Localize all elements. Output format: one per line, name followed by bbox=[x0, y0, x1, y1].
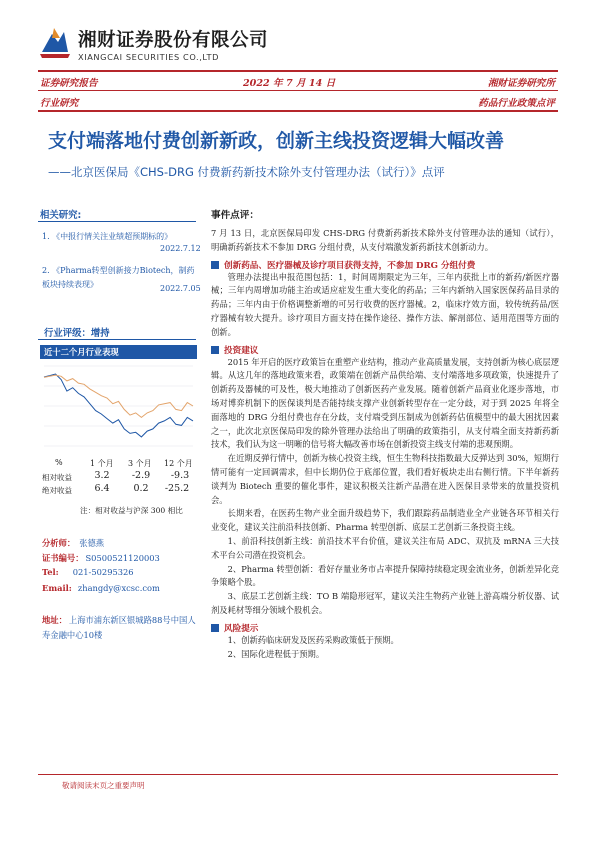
company-logo bbox=[38, 24, 72, 60]
header-divider-bottom bbox=[38, 110, 558, 112]
footer-divider bbox=[38, 774, 558, 775]
related-research-heading: 相关研究: bbox=[40, 210, 82, 221]
risk-item-1: 1、创新药临床研发及医药采购政策低于预期。 bbox=[227, 634, 399, 645]
event-heading: 事件点评： bbox=[211, 210, 259, 221]
section2-item-1: 1、前沿科技创新主线：前沿技术平台价值，建议关注布局 ADC、双抗及 mRNA 三大技术平台公司潜在投资机会。 bbox=[211, 535, 559, 560]
address-text: 上海市浦东新区银城路88号中国人寿金融中心10楼 bbox=[42, 615, 196, 640]
analyst-label: 分析师： bbox=[42, 538, 76, 548]
related-divider bbox=[38, 221, 196, 222]
cert-number: S0500521120003 bbox=[85, 553, 160, 563]
logo-mark-icon bbox=[38, 24, 72, 60]
related-item-date: 2022.7.05 bbox=[160, 284, 201, 293]
square-bullet-icon bbox=[211, 261, 219, 269]
related-item-date: 2022.7.12 bbox=[160, 244, 201, 253]
related-item-title: 1. 《中报行情关注业绩超预期标的》 bbox=[42, 232, 173, 241]
section2-item-3: 3、底层工艺创新主线：TO B 端隐形冠军，建议关注生物药产业链上游高端分析仪器、试剂及耗材等细分领域个股机会。 bbox=[211, 591, 559, 615]
chart-series-line-1 bbox=[44, 374, 193, 437]
perf-value: 6.4 bbox=[94, 483, 110, 494]
perf-row-label: 绝对收益 bbox=[42, 486, 72, 495]
cert-label: 证书编号： bbox=[42, 553, 84, 563]
section1-heading bbox=[211, 259, 559, 271]
rating-divider bbox=[38, 339, 196, 340]
institute-name: 湘财证券研究所 bbox=[487, 78, 555, 89]
company-name-cn: 湘财证券股份有限公司 bbox=[78, 30, 269, 51]
chart-header-bar bbox=[40, 345, 197, 359]
section2-heading bbox=[211, 344, 559, 356]
square-bullet-icon bbox=[211, 624, 219, 632]
risk-item-2: 2、国际化进程低于预期。 bbox=[227, 648, 325, 659]
header-divider-top bbox=[38, 70, 558, 72]
perf-row-absolute bbox=[40, 483, 198, 496]
perf-value: -2.9 bbox=[131, 470, 151, 481]
perf-row-relative bbox=[40, 470, 198, 483]
perf-header-cell: % bbox=[55, 458, 63, 467]
address-label: 地址： bbox=[42, 615, 67, 625]
tel-line bbox=[42, 567, 134, 577]
performance-line-chart bbox=[40, 360, 197, 452]
analyst-line bbox=[42, 537, 104, 549]
perf-header-row bbox=[40, 458, 198, 470]
chart-series-line-2 bbox=[44, 375, 193, 417]
section1-heading-text: 创新药品、医疗器械及诊疗项目获得支持，不参加 DRG 分组付费 bbox=[224, 260, 476, 271]
main-body bbox=[211, 207, 559, 661]
chart-heading: 近十二个月行业表现 bbox=[44, 347, 119, 357]
section3-heading-text: 风险提示 bbox=[224, 623, 259, 634]
cert-line bbox=[42, 552, 160, 564]
performance-table bbox=[40, 458, 198, 496]
section2-paragraph-2: 在近期反弹行情中，创新为核心投资主线，恒生生物科技指数最大反弹达到 30%，短期行情可能有一定回调需求，但中长期仍位于底部位置，我们看好板块走出右侧行情。下半年新药谈判为 Biotech 重要的催化事件，建议积极关注新产品潜在进入医保目录带来的放量投资机会。 bbox=[211, 453, 559, 505]
report-subtitle: ——北京医保局《CHS-DRG 付费新药新技术除外支付管理办法（试行）》点评 bbox=[48, 165, 445, 179]
perf-header-cell: 12 个月 bbox=[164, 459, 193, 468]
section1-paragraph: 管理办法提出申报范围包括：1，时间周期限定为三年，三年内获批上市的新药/新医疗器械；三年内周增加功能主治或适应症发生重大变化的药品；三年内新纳入国家医保药品目录的药品；三年内由于价格调整新增的可另行收费的医疗器械。2，临床疗效方面，较传统药品/医疗器械有较大提升。诊疗项目方面支持在操作途径、操作方法、解剖部位、适用范围等方面的创新。 bbox=[211, 271, 559, 337]
email-line bbox=[42, 583, 160, 593]
address-line bbox=[42, 613, 198, 643]
report-title: 支付端落地付费创新新政，创新主线投资逻辑大幅改善 bbox=[48, 130, 505, 152]
footer-disclaimer[interactable]: 敬请阅读末页之重要声明 bbox=[62, 781, 145, 790]
perf-header-cell: 3 个月 bbox=[128, 459, 152, 468]
industry-rating: 行业评级：增持 bbox=[44, 328, 110, 339]
email-address[interactable]: zhangdy@xcsc.com bbox=[77, 583, 160, 593]
section2-heading-text: 投资建议 bbox=[224, 345, 259, 356]
report-type: 证券研究报告 bbox=[40, 78, 98, 89]
section2-paragraph-1: 2015 年开启的医疗政策旨在重塑产业结构，推动产业高质量发展，支持创新为核心底层逻辑。从这几年的落地政策来看，政策端在创新产品供给端、支付端落地多项政策，快速提升了创新药及器械的可及性，极大地推动了创新医药产业发展。随着创新产品商业化逐步落地，市场对博弈机制下的医保谈判是否能持续支撑产业创新转型存在一定分歧，对于到 2025 年将全面落地的 DRG 分组付费也存在分歧，支付端受到压制成为创新药估值模型中的最大困扰因素之一，此次北京医保局印发的除外管理办法给出了明确的政策指引，从支付端全面支持新药新技术，我们认为这一明晰的信号将大幅改善市场在创新投资主线支付端的悲观预期。 bbox=[211, 356, 559, 450]
related-item-1[interactable] bbox=[42, 230, 200, 244]
perf-value: -25.2 bbox=[164, 483, 190, 494]
email-label: Email: bbox=[42, 583, 72, 593]
perf-header-cell: 1 个月 bbox=[90, 459, 114, 468]
perf-note: 注：相对收益与沪深 300 相比 bbox=[80, 506, 183, 515]
report-category: 行业研究 bbox=[40, 98, 79, 109]
related-item-title: 2. 《Pharma转型创新接力Biotech，制药板块持续表现》 bbox=[42, 266, 195, 289]
perf-value: 3.2 bbox=[94, 470, 110, 481]
analyst-name: 张德燕 bbox=[79, 538, 105, 548]
section3-heading bbox=[211, 622, 559, 634]
event-paragraph: 7 月 13 日，北京医保局印发 CHS-DRG 付费新药新技术除外支付管理办法的通知（试行），明确新药新技术不参加 DRG 分组付费，从支付端激发新药新技术创新动力。 bbox=[211, 228, 559, 252]
perf-value: -9.3 bbox=[170, 470, 190, 481]
perf-value: 0.2 bbox=[133, 483, 149, 494]
report-date: 2022 年 7 月 14 日 bbox=[243, 78, 336, 89]
company-name-en: XIANGCAI SECURITIES CO.,LTD bbox=[78, 52, 219, 62]
tel-label: Tel: bbox=[42, 567, 59, 577]
section2-paragraph-3: 长期来看，在医药生物产业全面升级趋势下，我们跟踪药品制造业全产业链各环节相关行业变化，建议关注前沿科技创新、Pharma 转型创新、底层工艺创新三条投资主线。 bbox=[211, 508, 559, 533]
header-divider-mid bbox=[38, 90, 558, 91]
report-subcategory: 药品行业政策点评 bbox=[478, 98, 555, 109]
tel-number: 021-50295326 bbox=[72, 567, 134, 577]
square-bullet-icon bbox=[211, 346, 219, 354]
perf-row-label: 相对收益 bbox=[42, 473, 72, 482]
section2-item-2: 2、Pharma 转型创新：看好存量业务市占率提升保障持续稳定现金流业务，创新差异化竞争策略个股。 bbox=[211, 563, 559, 588]
